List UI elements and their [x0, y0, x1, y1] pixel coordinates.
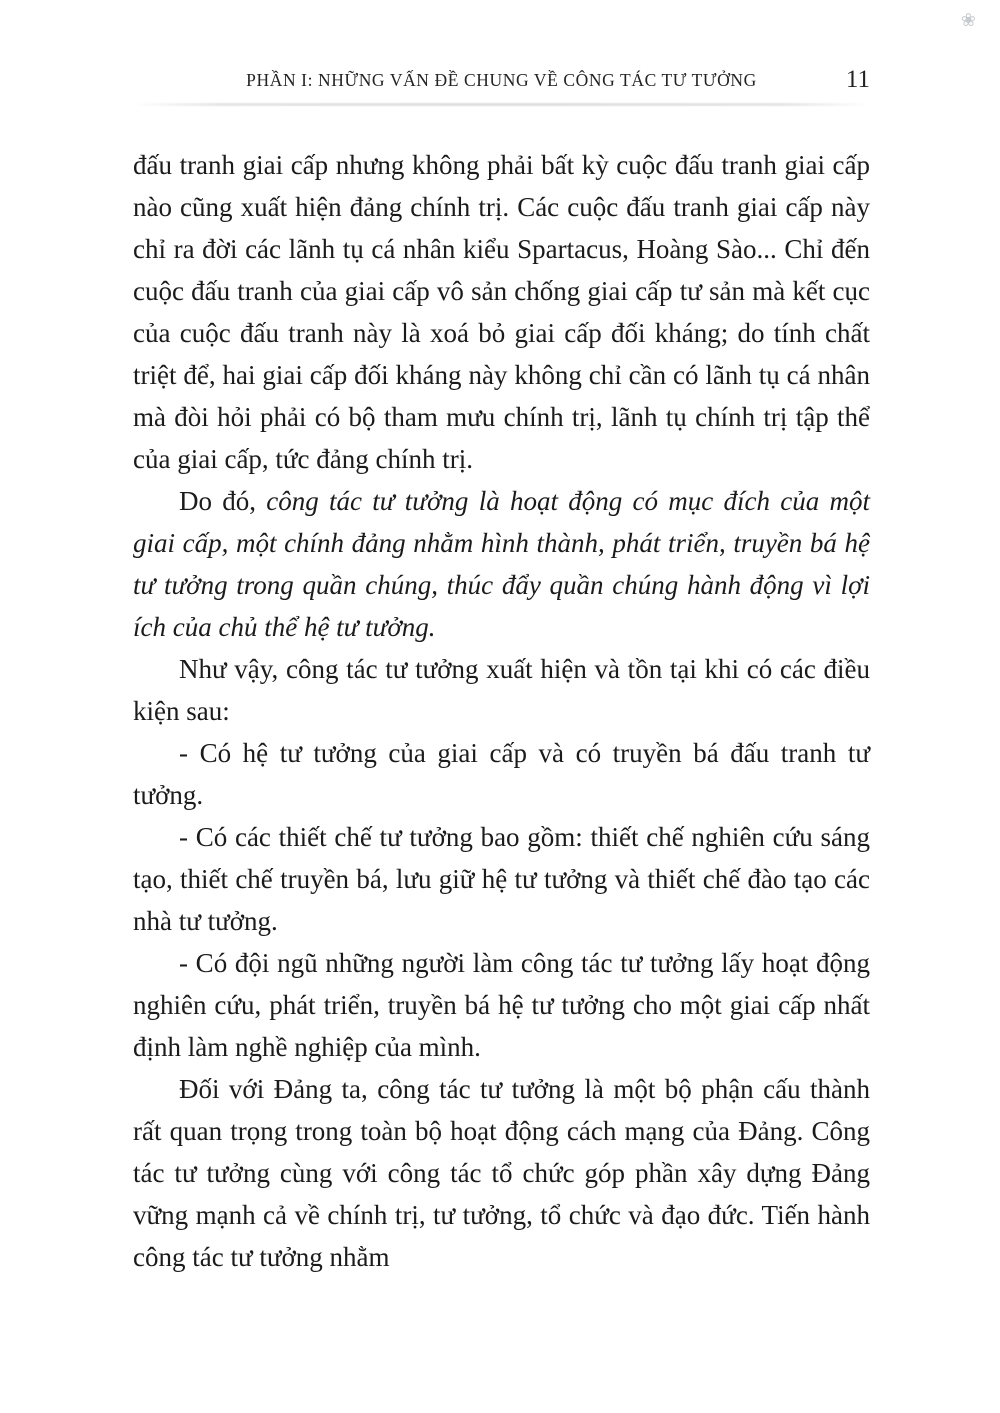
- text-run: - Có hệ tư tưởng của giai cấp và có truyền bá đấu tranh tư tưởng.: [133, 738, 870, 810]
- text-run: Do đó,: [179, 486, 267, 516]
- page-number: 11: [845, 66, 870, 93]
- running-title: PHẦN I: NHỮNG VẤN ĐỀ CHUNG VỀ CÔNG TÁC TƯ TƯỞNG: [246, 70, 757, 90]
- header-rule: [133, 103, 870, 106]
- text-run: Đối với Đảng ta, công tác tư tưởng là một bộ phận cấu thành rất quan trọng trong toàn bộ hoạt động cách mạng của Đảng. Công tác tư tưởng cùng với công tác tổ chức góp phần xây dựng Đảng vững mạnh cả về chính trị, tư tưởng, tổ chức và đạo đức. Tiến hành công tác tư tưởng nhằm: [133, 1074, 870, 1272]
- body-text: [133, 144, 870, 1278]
- text-run: - Có đội ngũ những người làm công tác tư tưởng lấy hoạt động nghiên cứu, phát triển, truyền bá hệ tư tưởng cho một giai cấp nhất định làm nghề nghiệp của mình.: [133, 948, 870, 1062]
- text-run: công tác tư tưởng là hoạt động có mục đích của một giai cấp, một chính đảng nhằm hình thành, phát triển, truyền bá hệ tư tưởng trong quần chúng, thúc đẩy quần chúng hành động vì lợi ích của chủ thể hệ tư tưởng.: [133, 486, 871, 642]
- text-run: Như vậy, công tác tư tưởng xuất hiện và tồn tại khi có các điều kiện sau:: [133, 654, 870, 726]
- paragraph: [133, 144, 870, 480]
- header-row: [133, 66, 870, 93]
- paragraph: [133, 732, 870, 816]
- page-header: [133, 0, 870, 106]
- text-run: đấu tranh giai cấp nhưng không phải bất kỳ cuộc đấu tranh giai cấp nào cũng xuất hiện đảng chính trị. Các cuộc đấu tranh giai cấp này chỉ ra đời các lãnh tụ cá nhân kiểu Spartacus, Hoàng Sào... Chỉ đến cuộc đấu tranh của giai cấp vô sản chống giai cấp tư sản mà kết cục của cuộc đấu tranh này là xoá bỏ giai cấp đối kháng; do tính chất triệt để, hai giai cấp đối kháng này không chỉ cần có lãnh tụ cá nhân mà đòi hỏi phải có bộ tham mưu chính trị, lãnh tụ chính trị tập thể của giai cấp, tức đảng chính trị.: [133, 150, 870, 474]
- paragraph: [133, 942, 870, 1068]
- flower-icon: ❀: [960, 10, 976, 31]
- paragraph: [133, 480, 870, 648]
- paragraph: [133, 648, 870, 732]
- paragraph: [133, 816, 870, 942]
- text-run: - Có các thiết chế tư tưởng bao gồm: thiết chế nghiên cứu sáng tạo, thiết chế truyền bá, lưu giữ hệ tư tưởng và thiết chế đào tạo các nhà tư tưởng.: [133, 822, 870, 936]
- paragraph: [133, 1068, 870, 1278]
